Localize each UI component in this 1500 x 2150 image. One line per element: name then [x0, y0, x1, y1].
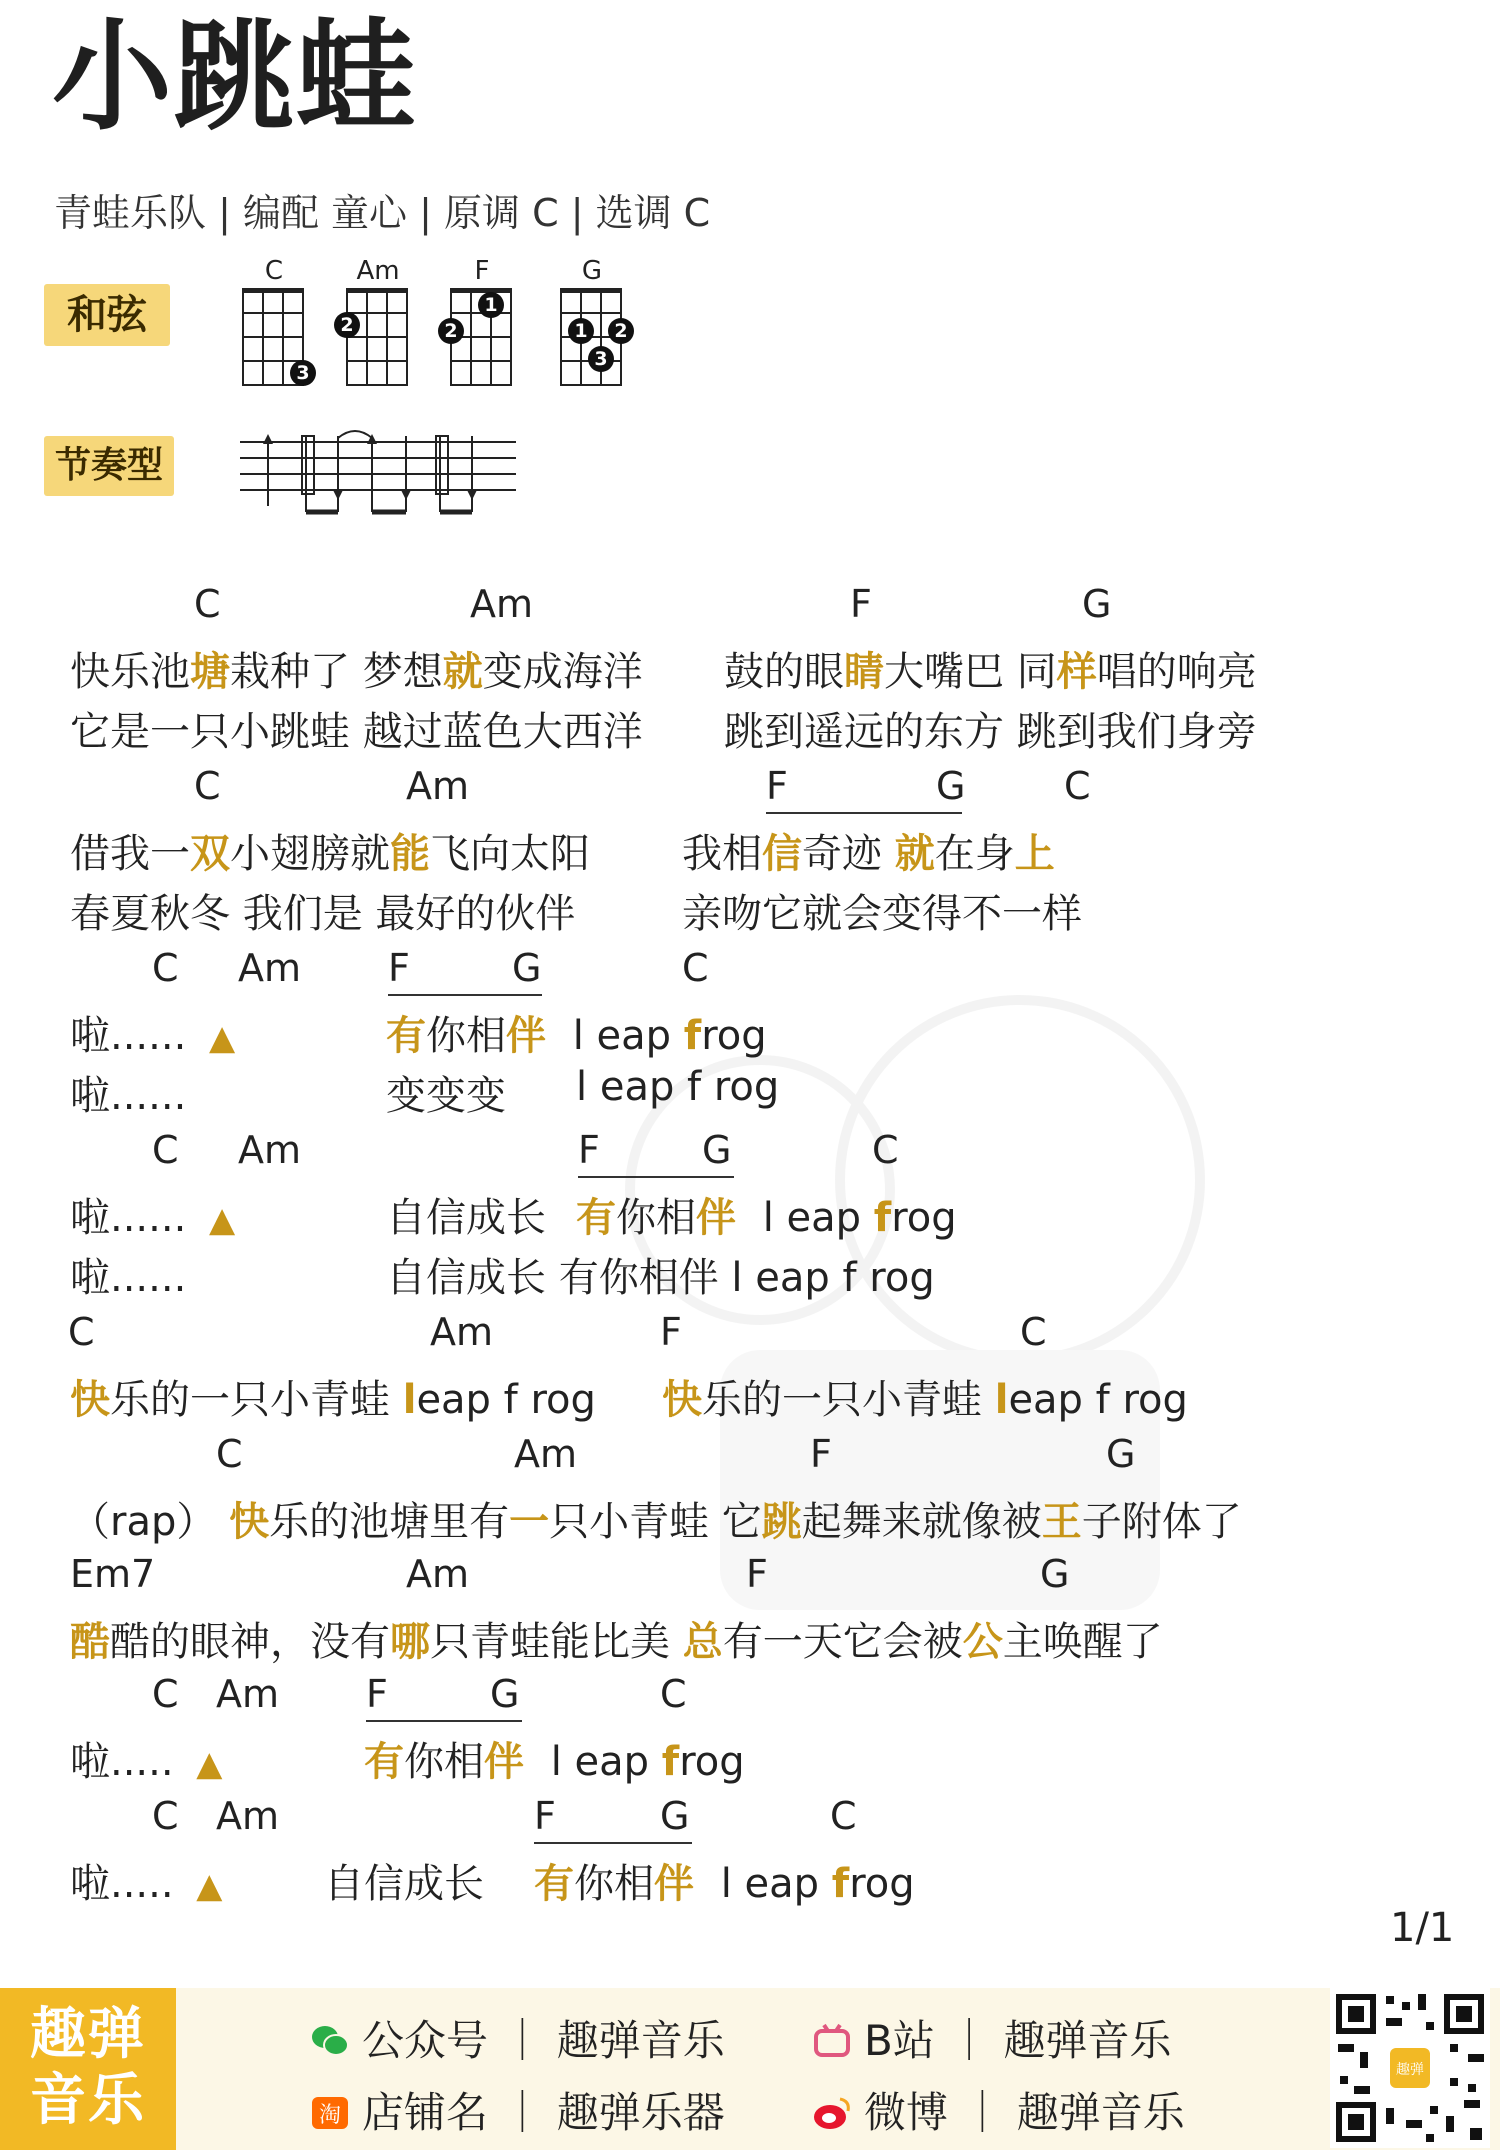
chord-symbol: C — [152, 1794, 179, 1838]
finger-dot: 3 — [588, 346, 614, 372]
chord-symbol: Am — [514, 1432, 578, 1476]
chord-symbol: G — [1040, 1552, 1070, 1596]
lyric-line: 变变变 — [386, 1073, 506, 1119]
qr-badge: 趣弹 — [1396, 2062, 1424, 2078]
bilibili-icon — [812, 2021, 852, 2061]
chord-symbol: F — [810, 1432, 832, 1476]
lyric-accent: 就 — [894, 831, 935, 877]
chord-symbol: Am — [430, 1310, 494, 1354]
lyric-text: l eap — [550, 1739, 662, 1785]
lyric-line: 自信成长 — [324, 1861, 484, 1907]
lyric-accent: 有 — [576, 1195, 616, 1241]
lyric-text: 栽种了 梦想 — [230, 649, 443, 695]
lyric-line: 啦...... — [70, 1255, 187, 1301]
lyric-text: 乐的池塘里有 — [269, 1499, 510, 1545]
lyric-text: 起舞来就像被 — [801, 1499, 1042, 1545]
chord-symbol: G — [936, 764, 966, 808]
lyric-line — [70, 640, 643, 697]
lyric-accent: 双 — [190, 831, 230, 877]
lyric-line: 亲吻它就会变得不一样 — [682, 891, 1082, 937]
lyric-line — [70, 1730, 222, 1787]
lyric-text: l eap — [720, 1861, 832, 1907]
lyric-accent: l — [402, 1377, 417, 1423]
lyric-line — [682, 822, 1055, 879]
finger-dot: 2 — [334, 312, 360, 338]
chord-symbol: C — [68, 1310, 95, 1354]
weibo-link[interactable] — [812, 2080, 1185, 2140]
svg-text:淘: 淘 — [318, 2103, 342, 2128]
bilibili-label: B站 ｜ 趣弹音乐 — [864, 2016, 1172, 2065]
chord-symbol: C — [152, 946, 179, 990]
lyric-text: 你相 — [616, 1195, 696, 1241]
chord-symbol: F — [660, 1310, 682, 1354]
lyric-line — [386, 1004, 767, 1061]
lyric-text: 有一天它会被 — [722, 1619, 963, 1665]
lyric-line — [534, 1852, 915, 1909]
lyric-accent: 有 — [386, 1013, 426, 1059]
chord-name: G — [581, 256, 603, 286]
chord-name: F — [474, 256, 490, 286]
weibo-icon — [812, 2093, 852, 2133]
lyric-accent: f — [683, 1013, 702, 1059]
lyric-line — [70, 1186, 235, 1243]
lyric-accent: 睛 — [844, 649, 884, 695]
lyric-text: 我相 — [682, 831, 762, 877]
lyric-text: 变成海洋 — [482, 649, 643, 695]
finger-dot: 1 — [568, 318, 594, 344]
lyric-text: l eap — [762, 1195, 874, 1241]
chord-symbol: F — [578, 1128, 600, 1172]
lyric-line — [70, 1852, 222, 1909]
lyric-text: 快乐池 — [70, 649, 190, 695]
chord-symbol: G — [1082, 582, 1112, 626]
lyric-line — [70, 1490, 1242, 1547]
lyric-accent: 伴 — [696, 1195, 736, 1241]
lyric-text: l eap — [572, 1013, 684, 1059]
finger-dot: 2 — [438, 318, 464, 344]
lyric-accent: 酷 — [70, 1619, 110, 1665]
strum-pattern-icon — [240, 428, 516, 516]
lyric-text: 啦..... — [70, 1739, 174, 1785]
qr-code[interactable] — [1330, 1988, 1490, 2148]
finger-dot: 3 — [290, 360, 316, 386]
lyric-text: eap f rog — [1008, 1377, 1188, 1423]
chord-symbol: Am — [406, 764, 470, 808]
lyric-accent: 哪 — [390, 1619, 430, 1665]
lyric-text: rog — [679, 1739, 745, 1785]
song-title: 小跳蛙 — [52, 8, 418, 147]
chord-symbol: F — [766, 764, 788, 808]
chord-symbol: Am — [238, 946, 302, 990]
lyric-line — [70, 1004, 235, 1061]
taobao-icon — [310, 2093, 350, 2133]
repeat-triangle-icon: ▲ — [196, 1866, 223, 1906]
chord-name: C — [264, 256, 284, 286]
finger-dot: 2 — [608, 318, 634, 344]
chord-tie-bar — [366, 1720, 522, 1722]
chord-symbol: Am — [216, 1672, 280, 1716]
brand-logo — [0, 1988, 176, 2150]
lyric-text: 鼓的眼 — [724, 649, 844, 695]
chord-tie-bar — [534, 1842, 692, 1844]
chord-symbol: Am — [216, 1794, 280, 1838]
lyric-accent: l — [994, 1377, 1009, 1423]
lyric-accent: 能 — [390, 831, 430, 877]
lyric-text: eap f rog — [416, 1377, 596, 1423]
lyric-text: 你相 — [404, 1739, 484, 1785]
chord-symbol: C — [682, 946, 709, 990]
lyric-text: 乐的一只小青蛙 — [702, 1377, 995, 1423]
wechat-icon — [310, 2021, 350, 2061]
lyric-accent: 有 — [364, 1739, 404, 1785]
lyric-accent: 上 — [1014, 831, 1055, 877]
repeat-triangle-icon: ▲ — [196, 1744, 223, 1784]
lyric-accent: 快 — [229, 1499, 270, 1545]
lyric-accent: 跳 — [761, 1499, 802, 1545]
song-meta: 青蛙乐队 | 编配 童心 | 原调 C | 选调 C — [54, 191, 711, 235]
chord-symbol: C — [1064, 764, 1091, 808]
chord-symbol: Em7 — [70, 1552, 156, 1596]
chord-symbol: C — [1020, 1310, 1047, 1354]
lyric-text: 只小青蛙 它 — [549, 1499, 762, 1545]
chord-symbol: F — [850, 582, 872, 626]
page-number: 1/1 — [1390, 1905, 1455, 1951]
brand-line-2: 音乐 — [30, 2068, 146, 2133]
chord-symbol: G — [1106, 1432, 1136, 1476]
lyric-accent: 快 — [662, 1377, 702, 1423]
lyric-accent: 样 — [1056, 649, 1097, 695]
lyric-accent: 伴 — [654, 1861, 694, 1907]
weibo-label: 微博 ｜ 趣弹音乐 — [864, 2088, 1185, 2137]
lyric-text: 你相 — [574, 1861, 654, 1907]
lyric-text: 酷的眼神，没有 — [110, 1619, 390, 1665]
lyric-accent: 快 — [70, 1377, 110, 1423]
lyric-text: 在身 — [934, 831, 1015, 877]
wechat-link[interactable] — [310, 2008, 725, 2068]
repeat-triangle-icon: ▲ — [209, 1200, 236, 1240]
lyric-line — [576, 1186, 957, 1243]
lyric-line — [364, 1730, 745, 1787]
chord-tie-bar — [578, 1176, 734, 1178]
lyric-accent: f — [661, 1739, 680, 1785]
lyric-line: 自信成长 — [386, 1195, 546, 1241]
chord-symbol: F — [366, 1672, 388, 1716]
lyric-text: 主唤醒了 — [1002, 1619, 1163, 1665]
lyric-accent: 伴 — [484, 1739, 524, 1785]
chord-symbol: F — [534, 1794, 556, 1838]
lyric-accent: 公 — [962, 1619, 1003, 1665]
chord-symbol: G — [702, 1128, 732, 1172]
lyric-text: 借我一 — [70, 831, 190, 877]
fretboard-icon — [346, 288, 410, 388]
chord-symbol: G — [512, 946, 542, 990]
lyric-accent: f — [873, 1195, 892, 1241]
lyric-text: rog — [701, 1013, 767, 1059]
lyric-accent: 伴 — [506, 1013, 546, 1059]
chord-symbol: C — [872, 1128, 899, 1172]
lyric-accent: 塘 — [190, 649, 230, 695]
lyric-line — [662, 1368, 1188, 1425]
lyric-text: 唱的响亮 — [1096, 649, 1257, 695]
lyric-line: 它是一只小跳蛙 越过蓝色大西洋 — [70, 709, 643, 755]
lyric-line — [70, 1368, 596, 1425]
chord-symbol: G — [660, 1794, 690, 1838]
finger-dot: 1 — [478, 292, 504, 318]
chord-symbol: Am — [406, 1552, 470, 1596]
lyric-text: 飞向太阳 — [430, 831, 590, 877]
chord-symbol: G — [490, 1672, 520, 1716]
shop-link[interactable] — [310, 2080, 725, 2140]
chord-symbol: C — [194, 764, 221, 808]
chord-tie-bar — [388, 994, 542, 996]
lyric-accent: 就 — [442, 649, 483, 695]
lyric-text: 啦..... — [70, 1861, 174, 1907]
lyric-line: 自信成长 有你相伴 l eap f rog — [386, 1255, 935, 1301]
lyric-text: 啦...... — [70, 1195, 187, 1241]
chord-symbol: C — [152, 1672, 179, 1716]
lyric-text: 你相 — [426, 1013, 506, 1059]
wechat-label: 公众号 ｜ 趣弹音乐 — [362, 2016, 725, 2065]
lyric-line — [70, 822, 590, 879]
lyric-line: 跳到遥远的东方 跳到我们身旁 — [724, 709, 1257, 755]
lyric-accent: 有 — [534, 1861, 574, 1907]
lyric-line — [724, 640, 1257, 697]
lyric-text: （rap） — [70, 1499, 217, 1545]
chord-symbol: C — [216, 1432, 243, 1476]
lyric-line — [70, 1610, 1163, 1667]
chord-symbol: C — [660, 1672, 687, 1716]
chord-symbol: C — [194, 582, 221, 626]
chord-symbol: C — [830, 1794, 857, 1838]
lyric-accent: 一 — [509, 1499, 550, 1545]
footer — [0, 1988, 1500, 2150]
chord-symbol: Am — [238, 1128, 302, 1172]
bilibili-link[interactable] — [812, 2008, 1172, 2068]
lyric-text: 小翅膀就 — [230, 831, 390, 877]
lyric-text: 大嘴巴 同 — [884, 649, 1057, 695]
lyric-text: rog — [849, 1861, 915, 1907]
lyric-accent: 信 — [762, 831, 802, 877]
chord-symbol: Am — [470, 582, 534, 626]
chords-tag: 和弦 — [44, 284, 170, 346]
lyric-text: rog — [891, 1195, 957, 1241]
chord-tie-bar — [766, 812, 962, 814]
chord-symbol: C — [152, 1128, 179, 1172]
lyric-text: 啦...... — [70, 1013, 187, 1059]
lyric-line: 啦...... — [70, 1073, 187, 1119]
lyric-accent: f — [831, 1861, 850, 1907]
lyric-text: 子附体了 — [1081, 1499, 1242, 1545]
lyric-text: 只青蛙能比美 — [430, 1619, 683, 1665]
chord-symbol: F — [746, 1552, 768, 1596]
lyric-line: 春夏秋冬 我们是 最好的伙伴 — [70, 891, 576, 937]
lyric-accent: 总 — [682, 1619, 723, 1665]
repeat-triangle-icon: ▲ — [209, 1018, 236, 1058]
brand-line-1: 趣弹 — [30, 2002, 146, 2067]
lyric-accent: 王 — [1041, 1499, 1082, 1545]
chord-name: Am — [356, 256, 400, 286]
lyric-line: l eap f rog — [576, 1064, 780, 1110]
lyric-text: 奇迹 — [802, 831, 895, 877]
rhythm-tag: 节奏型 — [44, 436, 174, 496]
lyric-text: 乐的一只小青蛙 — [110, 1377, 403, 1423]
shop-label: 店铺名 ｜ 趣弹乐器 — [362, 2088, 725, 2137]
chord-symbol: F — [388, 946, 410, 990]
